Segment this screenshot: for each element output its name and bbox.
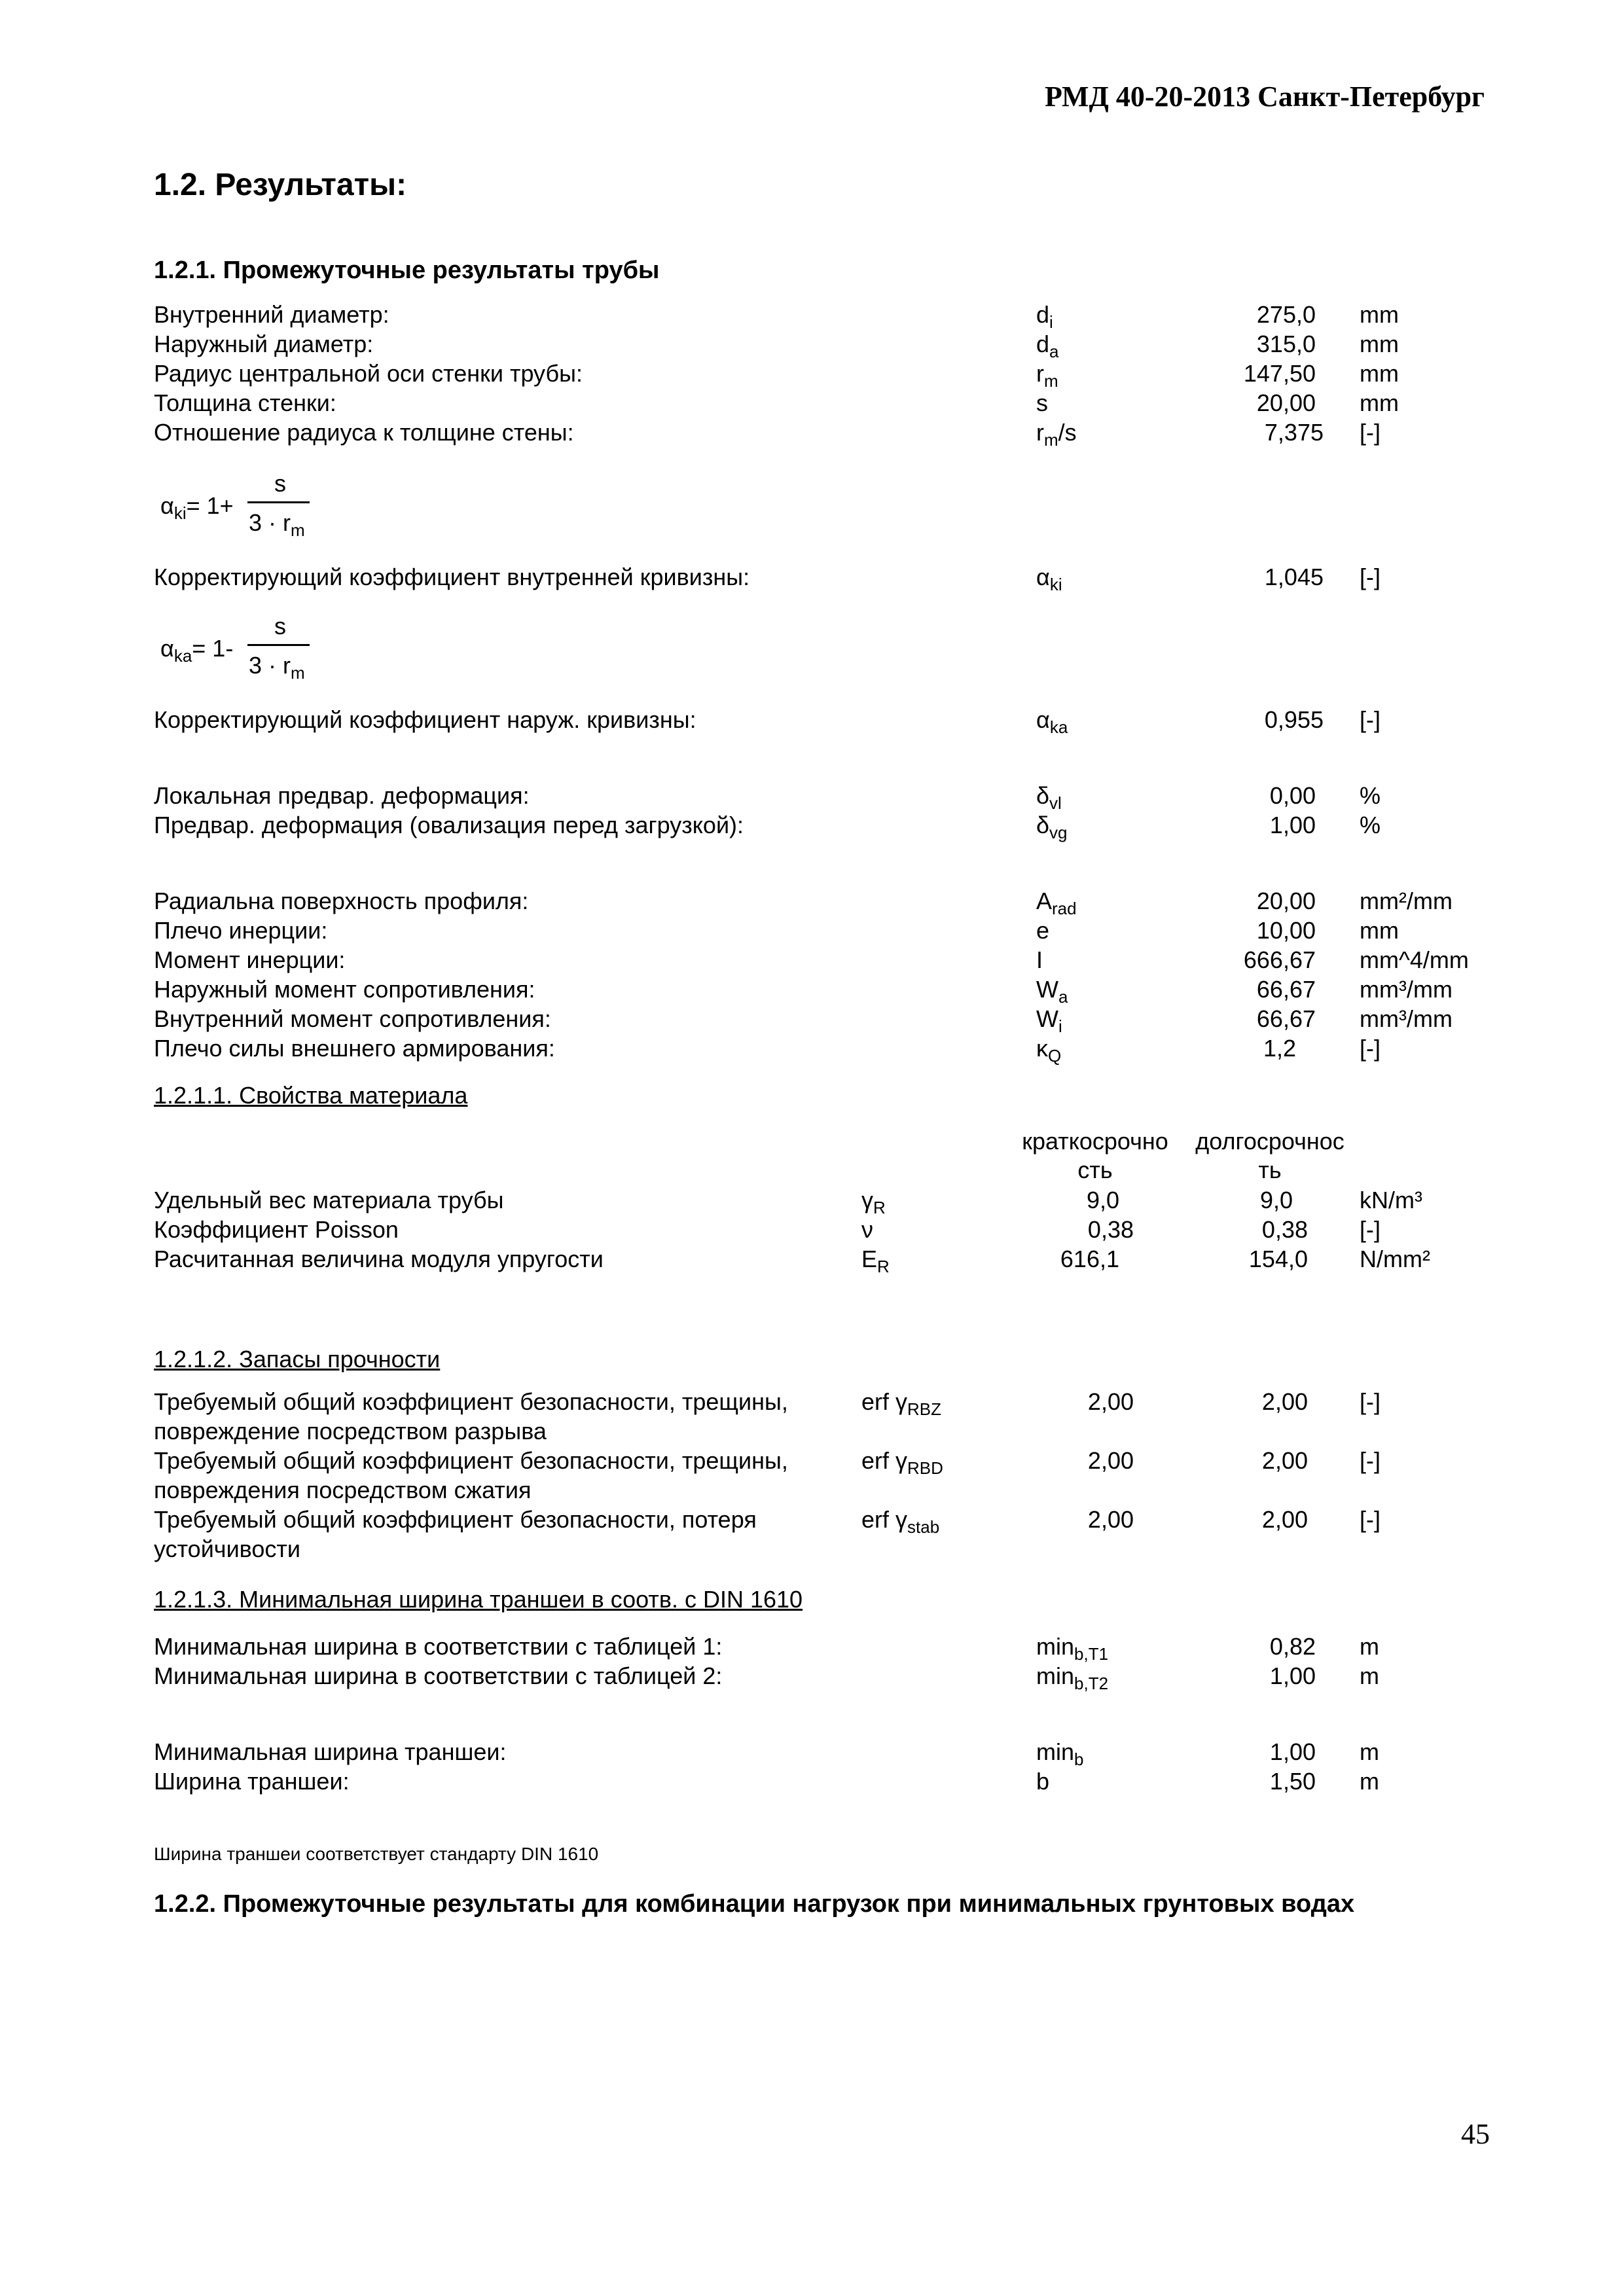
row-value-long: 2,00 xyxy=(1261,1388,1308,1415)
row-unit: m xyxy=(1360,1662,1379,1689)
row-label: Удельный вес материала трубы xyxy=(154,1187,504,1213)
row-symbol: $d_a$ xyxy=(1036,331,1059,361)
row-unit: mm xyxy=(1360,301,1399,328)
row-symbol: $\delta_{vl}$ xyxy=(1036,782,1062,813)
row-unit: [-] xyxy=(1360,564,1380,590)
fraction-line xyxy=(247,644,310,646)
subsection-title-1213: 1.2.1.3. Минимальная ширина траншеи в соотв. с DIN 1610 xyxy=(154,1586,803,1613)
formula-lhs: $\alpha_{ka}= 1-$ xyxy=(160,635,234,666)
row-value: 0,00 xyxy=(1269,782,1316,809)
row-unit: mm³/mm xyxy=(1360,1005,1453,1032)
row-label: Корректирующий коэффициент наруж. кривизны: xyxy=(154,706,696,733)
row-unit: [-] xyxy=(1360,419,1380,446)
row-value: 1,50 xyxy=(1269,1768,1316,1795)
row-symbol: $\alpha_{ki}$ xyxy=(1036,564,1062,594)
row-symbol: $\delta_{vg}$ xyxy=(1036,812,1068,842)
subsection-title-1212: 1.2.1.2. Запасы прочности xyxy=(154,1346,441,1372)
row-unit: [-] xyxy=(1360,1388,1380,1415)
column-header-short xyxy=(1013,1127,1177,1185)
row-label: Радиус центральной оси стенки трубы: xyxy=(154,360,583,387)
formula-numerator: s xyxy=(274,470,286,497)
row-value: 7,375 xyxy=(1264,419,1324,446)
row-label: Локальная предвар. деформация: xyxy=(154,782,530,809)
row-symbol: $A_{rad}$ xyxy=(1036,888,1077,918)
row-unit: mm xyxy=(1360,360,1399,387)
page-number: 45 xyxy=(1461,2118,1490,2150)
row-value: 315,0 xyxy=(1256,331,1316,357)
formula-denominator: $3 \cdot r_m$ xyxy=(249,509,305,540)
row-symbol: erf $\gamma_{stab}$ xyxy=(861,1506,940,1537)
row-unit: [-] xyxy=(1360,1447,1380,1474)
row-unit: mm xyxy=(1360,331,1399,357)
subsection-title-122: 1.2.2. Промежуточные результаты для комбинации нагрузок при минимальных грунтовых водах xyxy=(154,1890,1355,1918)
row-symbol: $W_i$ xyxy=(1036,1005,1062,1036)
section-title: 1.2. Результаты: xyxy=(154,168,407,202)
row-label: Предвар. деформация (овализация перед загрузкой): xyxy=(154,812,744,838)
row-label-line1: Требуемый общий коэффициент безопасности, трещины, xyxy=(154,1388,788,1415)
row-unit: kN/m³ xyxy=(1360,1187,1422,1213)
row-unit: mm^4/mm xyxy=(1360,946,1469,973)
row-label: Расчитанная величина модуля упругости xyxy=(154,1246,604,1272)
row-value: 1,2 xyxy=(1263,1035,1296,1062)
row-unit: [-] xyxy=(1360,706,1380,733)
row-symbol: $d_i$ xyxy=(1036,301,1053,332)
row-label: Наружный момент сопротивления: xyxy=(154,976,535,1003)
row-value: 20,00 xyxy=(1256,389,1316,416)
row-value: 66,67 xyxy=(1256,1005,1316,1032)
column-header-long-line1: долгосрочнос xyxy=(1195,1128,1344,1155)
row-value-short: 0,38 xyxy=(1087,1216,1134,1243)
row-label: Толщина стенки: xyxy=(154,389,336,416)
row-value: 0,82 xyxy=(1269,1633,1316,1660)
formula-numerator: s xyxy=(274,613,286,639)
row-symbol: I xyxy=(1036,946,1043,973)
row-label-line1: Требуемый общий коэффициент безопасности, потеря xyxy=(154,1506,757,1533)
subsection-title-1211: 1.2.1.1. Свойства материала xyxy=(154,1082,468,1109)
row-label: Внутренний диаметр: xyxy=(154,301,389,328)
row-label: Минимальная ширина в соответствии с таблицей 1: xyxy=(154,1633,723,1660)
row-value-long: 2,00 xyxy=(1261,1506,1308,1533)
row-symbol: $\min_{b,T2}$ xyxy=(1036,1662,1109,1693)
row-value-short: 2,00 xyxy=(1087,1388,1134,1415)
row-value-long: 154,0 xyxy=(1248,1246,1308,1272)
row-symbol: $\min_b$ xyxy=(1036,1738,1084,1769)
row-symbol: b xyxy=(1036,1768,1050,1795)
row-value-short: 616,1 xyxy=(1060,1246,1119,1272)
subsection-title-121: 1.2.1. Промежуточные результаты трубы xyxy=(154,257,660,284)
fraction-line xyxy=(247,501,310,503)
row-label-line2: повреждение посредством разрыва xyxy=(154,1418,547,1444)
row-label: Момент инерции: xyxy=(154,946,346,973)
row-label: Наружный диаметр: xyxy=(154,331,374,357)
row-label: Внутренний момент сопротивления: xyxy=(154,1005,551,1032)
row-value: 1,00 xyxy=(1269,1662,1316,1689)
row-symbol: $\gamma_R$ xyxy=(861,1187,886,1217)
row-unit: mm³/mm xyxy=(1360,976,1453,1003)
row-value: 20,00 xyxy=(1256,888,1316,914)
row-symbol: ν xyxy=(861,1216,873,1243)
row-symbol: $r_m$ xyxy=(1036,360,1058,391)
row-label: Радиальна поверхность профиля: xyxy=(154,888,529,914)
row-label-line2: устойчивости xyxy=(154,1535,301,1562)
row-unit: % xyxy=(1360,782,1381,809)
row-symbol: $E_R$ xyxy=(861,1246,890,1276)
row-label: Корректирующий коэффициент внутренней кривизны: xyxy=(154,564,750,590)
row-symbol: erf $\gamma_{RBD}$ xyxy=(861,1447,943,1478)
column-header-short-line1: краткосрочно xyxy=(1022,1128,1168,1155)
row-value-long: 0,38 xyxy=(1261,1216,1308,1243)
row-label: Ширина траншеи: xyxy=(154,1768,350,1795)
row-value: 147,50 xyxy=(1243,360,1316,387)
row-value: 66,67 xyxy=(1256,976,1316,1003)
row-value: 666,67 xyxy=(1243,946,1316,973)
row-value-short: 9,0 xyxy=(1086,1187,1119,1213)
row-value-long: 9,0 xyxy=(1259,1187,1293,1213)
row-label: Коэффициент Poisson xyxy=(154,1216,399,1243)
row-label: Минимальная ширина траншеи: xyxy=(154,1738,507,1765)
row-unit: mm²/mm xyxy=(1360,888,1453,914)
row-label: Отношение радиуса к толщине стены: xyxy=(154,419,574,446)
row-symbol: s xyxy=(1036,389,1048,416)
row-label-line2: повреждения посредством сжатия xyxy=(154,1477,532,1503)
column-header-short-line2: сть xyxy=(1077,1157,1113,1183)
row-label: Плечо инерции: xyxy=(154,917,328,944)
row-unit: m xyxy=(1360,1768,1379,1795)
row-value: 1,00 xyxy=(1269,1738,1316,1765)
row-unit: [-] xyxy=(1360,1506,1380,1533)
row-unit: mm xyxy=(1360,917,1399,944)
row-value-long: 2,00 xyxy=(1261,1447,1308,1474)
row-label: Минимальная ширина в соответствии с таблицей 2: xyxy=(154,1662,723,1689)
column-header-long xyxy=(1185,1127,1355,1185)
row-symbol: erf $\gamma_{RBZ}$ xyxy=(861,1388,942,1419)
row-unit: % xyxy=(1360,812,1381,838)
running-header: РМД 40-20-2013 Санкт-Петербург xyxy=(1045,81,1485,113)
row-value-short: 2,00 xyxy=(1087,1506,1134,1533)
row-unit: m xyxy=(1360,1633,1379,1660)
row-value: 10,00 xyxy=(1256,917,1316,944)
row-unit: [-] xyxy=(1360,1216,1380,1243)
row-value: 1,045 xyxy=(1264,564,1324,590)
row-symbol: e xyxy=(1036,917,1050,944)
row-value: 0,955 xyxy=(1264,706,1324,733)
row-unit: [-] xyxy=(1360,1035,1380,1062)
row-unit: N/mm² xyxy=(1360,1246,1430,1272)
row-symbol: $r_m/s$ xyxy=(1036,419,1077,450)
formula-lhs: $\alpha_{ki}= 1+$ xyxy=(160,492,234,523)
row-label: Плечо силы внешнего армирования: xyxy=(154,1035,555,1062)
formula-denominator: $3 \cdot r_m$ xyxy=(249,652,305,683)
row-symbol: $W_a$ xyxy=(1036,976,1068,1007)
row-symbol: $\alpha_{ka}$ xyxy=(1036,706,1068,737)
row-unit: mm xyxy=(1360,389,1399,416)
trench-note: Ширина траншеи соответствует стандарту DIN 1610 xyxy=(154,1844,599,1864)
row-unit: m xyxy=(1360,1738,1379,1765)
row-symbol: $\min_{b,T1}$ xyxy=(1036,1633,1109,1664)
row-value-short: 2,00 xyxy=(1087,1447,1134,1474)
row-value: 1,00 xyxy=(1269,812,1316,838)
row-label-line1: Требуемый общий коэффициент безопасности, трещины, xyxy=(154,1447,788,1474)
row-symbol: $\kappa_Q$ xyxy=(1036,1035,1062,1066)
row-value: 275,0 xyxy=(1256,301,1316,328)
column-header-long-line2: ть xyxy=(1258,1157,1282,1183)
